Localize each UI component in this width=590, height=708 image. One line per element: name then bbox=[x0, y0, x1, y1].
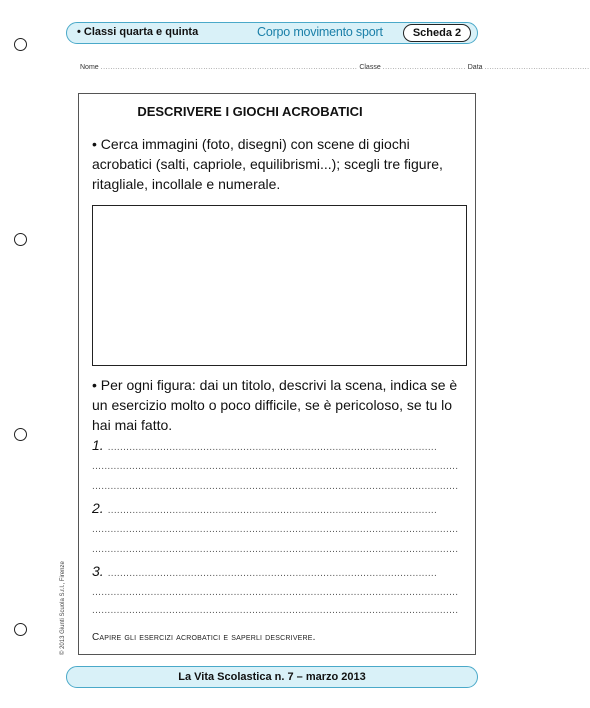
header-bar bbox=[66, 22, 478, 44]
date-field[interactable]: ........................................... bbox=[484, 64, 590, 71]
answer-line[interactable]: ....................................................................................................................... bbox=[92, 461, 459, 472]
answer-line[interactable]: ....................................................................................................................... bbox=[92, 524, 459, 535]
answer-number: 1. bbox=[92, 437, 104, 453]
class-label: Classe bbox=[359, 64, 381, 71]
student-fields bbox=[80, 64, 590, 71]
image-paste-area[interactable] bbox=[92, 205, 467, 366]
binder-hole bbox=[14, 38, 27, 51]
answer-line[interactable]: ....................................................................................................................... bbox=[92, 544, 459, 555]
answer-line[interactable]: ....................................................................................................................... bbox=[92, 605, 459, 616]
name-label: Nome bbox=[80, 64, 99, 71]
name-field[interactable]: ......................................................................................................... bbox=[100, 64, 358, 71]
learning-goal: Capire gli esercizi acrobatici e saperli descrivere. bbox=[92, 632, 316, 643]
answer-line[interactable]: 2. ........................................................................................................... bbox=[92, 500, 438, 516]
binder-hole bbox=[14, 623, 27, 636]
sheet-number: Scheda 2 bbox=[403, 24, 471, 42]
binder-hole bbox=[14, 428, 27, 441]
footer-bar: La Vita Scolastica n. 7 – marzo 2013 bbox=[66, 666, 478, 688]
date-label: Data bbox=[467, 64, 483, 71]
grade-label: • Classi quarta e quinta bbox=[77, 26, 199, 38]
answer-number: 3. bbox=[92, 563, 104, 579]
copyright-notice: © 2013 Giunti Scuola S.r.l., Firenze bbox=[60, 561, 66, 655]
instruction-1: • Cerca immagini (foto, disegni) con scene di giochi acrobatici (salti, capriole, equilibrismi...); scegli tre figure, ritagliale, incollale e numerale. bbox=[92, 136, 443, 192]
instruction-2: • Per ogni figura: dai un titolo, descrivi la scena, indica se è un esercizio molto o poco difficile, se è pericoloso, se tu lo hai mai fatto. bbox=[92, 377, 458, 433]
answer-line[interactable]: ....................................................................................................................... bbox=[92, 481, 459, 492]
binder-hole bbox=[14, 233, 27, 246]
answer-line[interactable]: ....................................................................................................................... bbox=[92, 587, 459, 598]
answer-line[interactable]: 3. ........................................................................................................... bbox=[92, 563, 438, 579]
answer-number: 2. bbox=[92, 500, 104, 516]
class-field[interactable]: .................................. bbox=[382, 64, 466, 71]
worksheet-title: DESCRIVERE I GIOCHI ACROBATICI bbox=[137, 104, 363, 119]
answer-line[interactable]: 1. ........................................................................................................... bbox=[92, 437, 438, 453]
subject-label: Corpo movimento sport bbox=[257, 25, 383, 39]
